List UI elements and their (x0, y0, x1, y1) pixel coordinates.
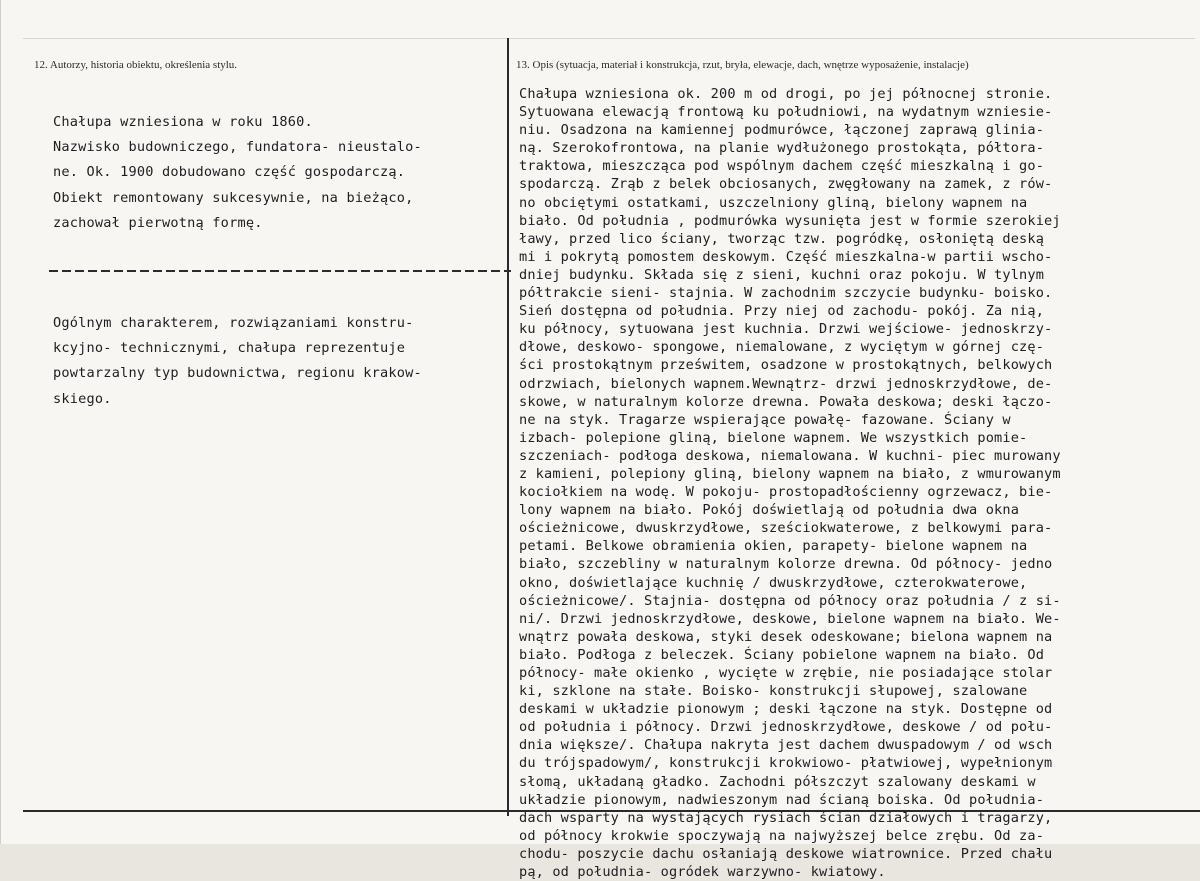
style-line: Ogólnym charakterem, rozwiązaniami konstru- (53, 315, 414, 331)
history-line: ne. Ok. 1900 dobudowano część gospodarczą. (53, 164, 406, 181)
history-line: Nazwisko budowniczego, fundatora- nieustalo- (53, 139, 422, 156)
description-line: no obciętymi ostatkami, uszczelniony gliną, bielony wapnem na (519, 194, 1028, 211)
description-line: z kamieni, polepiony gliną, bielony wapnem na biało, z wmurowanym (519, 465, 1061, 482)
description-line: mi i pokrytą pomostem deskowym. Część mieszkalna-w partii wscho- (519, 248, 1053, 265)
description-line: ne na styk. Tragarze wspierające powałę- fazowane. Ściany w (519, 411, 1011, 428)
description-line: ki, szklone na stałe. Boisko- konstrukcji słupowej, szalowane (519, 683, 1028, 700)
history-line: Chałupa wzniesiona w roku 1860. (53, 114, 313, 130)
description-line: okno, doświetlające kuchnię / dwuskrzydłowe, czterokwaterowe, (519, 574, 1028, 591)
description-line: ku północy, sytuowana jest kuchnia. Drzwi wejściowe- jednoskrzy- (519, 321, 1053, 338)
description-line: dach wsparty na wystających rysiach ścian działowych i tragarzy, (519, 809, 1053, 826)
description-line: szczeniach- podłoga deskowa, niemalowana. W kuchni- piec murowany (519, 447, 1061, 464)
description-line: Chałupa wzniesiona ok. 200 m od drogi, po jej północnej stronie. (519, 86, 1053, 102)
description-line: ościeżnicowe, dwuskrzydłowe, sześciokwaterowe, z belkowymi para- (519, 520, 1053, 537)
top-rule (23, 38, 1195, 39)
description-line: dłowe, deskowo- spongowe, niemalowane, z wyciętym w górnej czę- (519, 339, 1045, 356)
description-line: półtrakcie sieni- stajnia. W zachodnim szczycie budynku- boisko. (519, 285, 1053, 302)
description-line: ni/. Drzwi jednoskrzydłowe, deskowe, bielone wapnem na biało. We- (519, 610, 1061, 627)
description-line: ści prostokątnym prześwitem, osadzone w prostokątnych, belkowych (519, 357, 1053, 374)
description-line: pą, od południa- ogródek warzywno- kwiatowy. (519, 864, 886, 881)
section-13-heading: 13. Opis (sytuacja, materiał i konstrukcja, rzut, bryła, elewacje, dach, wnętrze wyposażenie, instalacje) (516, 59, 969, 71)
description-line: od południa i północy. Drzwi jednoskrzydłowe, deskowe / od połu- (519, 719, 1053, 736)
description-line: chodu- poszycie dachu osłaniają deskowe wiatrownice. Przed chału (519, 845, 1053, 862)
column-divider (507, 38, 509, 816)
description-text (519, 85, 1200, 881)
history-line: zachował pierwotną formę. (53, 214, 263, 231)
style-line: powtarzalny typ budownictwa, regionu krakow- (53, 365, 422, 382)
history-text (53, 110, 503, 236)
description-line: lony wapnem na biało. Pokój doświetlają od południa dwa okna (519, 502, 1020, 519)
description-line: ną. Szerokofrontowa, na planie wydłużonego prostokąta, półtora- (519, 140, 1045, 157)
style-line: kcyjno- technicznymi, chałupa reprezentuje (53, 340, 406, 357)
description-line: dnia większe/. Chałupa nakryta jest dachem dwuspadowym / od wsch (519, 737, 1053, 754)
description-line: biało, szczebliny w naturalnym kolorze drewna. Od północy- jedno (519, 556, 1053, 573)
description-line: izbach- polepione gliną, bielone wapnem. We wszystkich pomie- (519, 429, 1028, 446)
style-line: skiego. (53, 390, 112, 407)
description-line: dniej budynku. Składa się z sieni, kuchni oraz pokoju. W tylnym (519, 266, 1045, 283)
description-line: północy- małe okienko , wycięte w zrębie, nie posiadające stolar (519, 665, 1053, 681)
history-line: Obiekt remontowany sukcesywnie, na bieżąco, (53, 189, 414, 206)
description-line: traktowa, mieszcząca pod wspólnym dachem część mieszkalną i go- (519, 158, 1045, 175)
description-line: biało. Podłoga z beleczek. Ściany pobielone wapnem na biało. Od (519, 646, 1045, 663)
description-line: wnątrz powała deskowa, styki desek odeskowane; bielona wapnem na (519, 628, 1053, 645)
description-line: układzie pionowym, nadwieszonym nad ścianą boiska. Od południa- (519, 791, 1045, 808)
style-text (53, 311, 503, 412)
description-line: odrzwiach, bielonych wapnem.Wewnątrz- drzwi jednoskrzydłowe, de- (519, 375, 1053, 392)
description-line: Sytuowana elewacją frontową ku południowi, na wydatnym wzniesie- (519, 104, 1053, 121)
description-line: deskami w układzie pionowym ; deski łączone na styk. Dostępne od (519, 701, 1053, 718)
description-line: niu. Osadzona na kamiennej podmurówce, łączonej zaprawą glinia- (519, 122, 1045, 139)
description-line: petami. Belkowe obramienia okien, parapety- bielone wapnem na (519, 538, 1028, 555)
description-line: skowe, w naturalnym kolorze drewna. Powała deskowa; deski łączo- (519, 393, 1053, 410)
description-line: Sień dostępna od południa. Przy niej od zachodu- pokój. Za nią, (519, 303, 1045, 320)
section-12-heading: 12. Autorzy, historia obiektu, określenia stylu. (34, 59, 238, 71)
description-line: du trójspadowym/, konstrukcji krokwiowo- płatwiowej, wypełnionym (519, 755, 1053, 772)
description-line: spodarczą. Zrąb z belek obciosanych, zwęgłowany na zamek, z rów- (519, 176, 1053, 193)
description-line: kociołkiem na wodę. W pokoju- prostopadłościenny ogrzewacz, bie- (519, 484, 1053, 501)
description-line: słomą, układaną gładko. Zachodni półszczyt szalowany deskami w (519, 773, 1036, 790)
description-line: od północy krokwie spoczywają na najwyższej belce zrębu. Od za- (519, 827, 1045, 844)
description-line: ławy, przed lico ściany, tworząc tzw. pogródkę, osłoniętą deską (519, 230, 1045, 247)
description-line: ościeżnicowe/. Stajnia- dostępna od północy oraz południa / z si- (519, 592, 1061, 609)
description-line: biało. Od południa , podmurówka wysunięta jest w formie szerokiej (519, 212, 1061, 229)
dashed-separator (49, 270, 511, 272)
